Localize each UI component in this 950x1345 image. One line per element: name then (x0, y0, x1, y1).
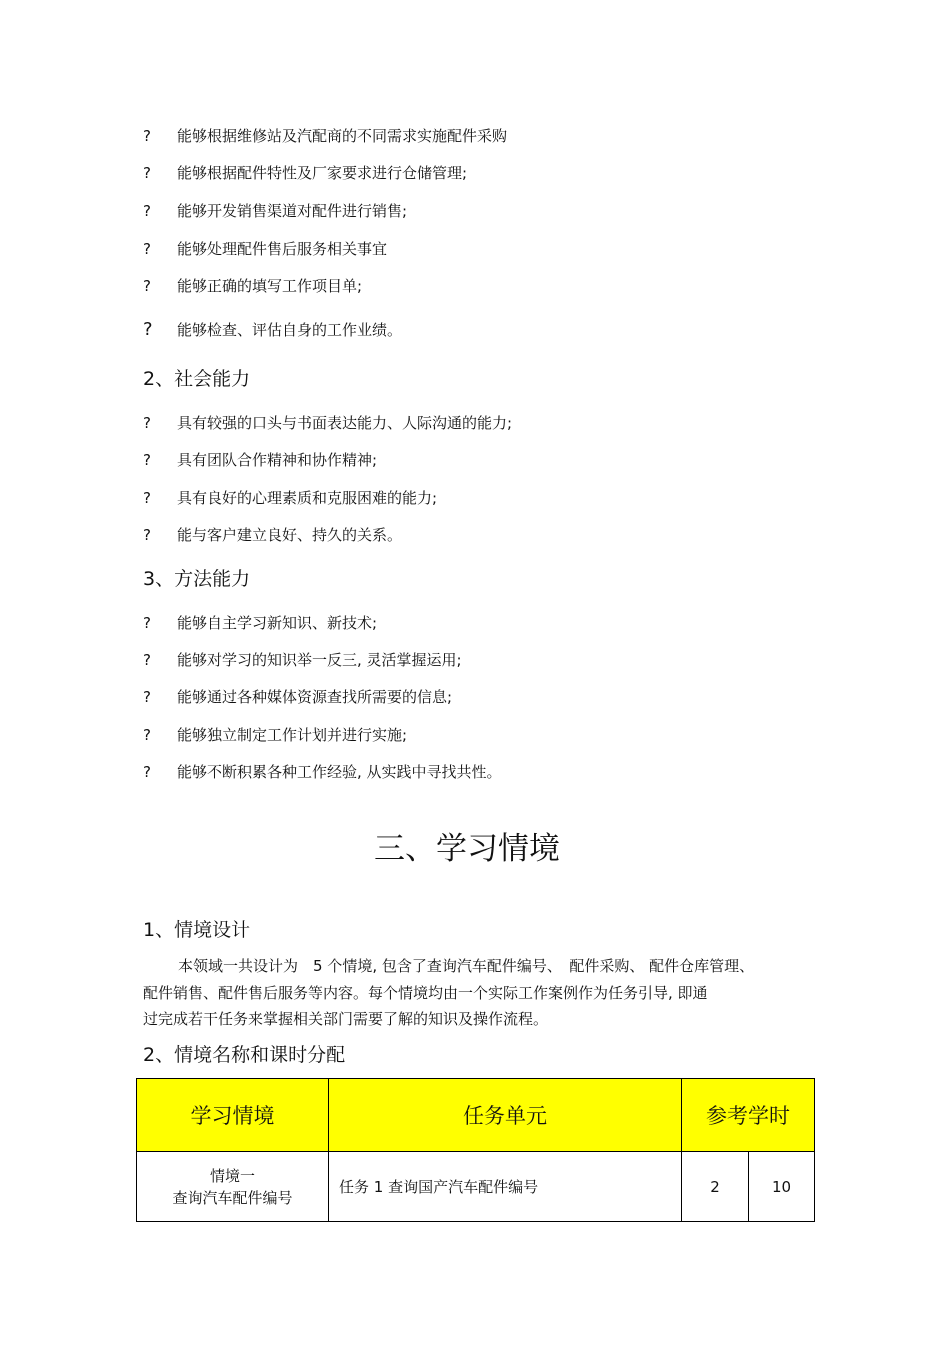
section-title: 三、学习情境 (374, 831, 560, 867)
bullet-mark: ? (143, 763, 151, 781)
bullet-mark: ? (143, 451, 151, 469)
list-item (143, 688, 452, 706)
bullet-mark: ? (143, 726, 151, 744)
list-item-text: 能够自主学习新知识、新技术; (177, 614, 378, 632)
list-item (143, 240, 387, 258)
list-item (143, 651, 462, 669)
list-item (143, 277, 362, 295)
header-situation: 学习情境 (137, 1079, 329, 1152)
bullet-mark: ? (143, 489, 151, 507)
bullet-mark: ? (143, 127, 151, 145)
paragraph-line: 配件销售、配件售后服务等内容。每个情境均由一个实际工作案例作为任务引导, 即通 (143, 984, 708, 1002)
list-item-text: 能够检查、评估自身的工作业绩。 (177, 321, 403, 339)
bullet-mark: ? (143, 240, 151, 258)
bullet-mark: ? (143, 319, 153, 340)
list-item (143, 202, 407, 220)
total-hours-cell: 10 (749, 1152, 815, 1222)
situation-cell (137, 1152, 329, 1222)
list-item-text: 能够不断积累各种工作经验, 从实践中寻找共性。 (177, 763, 502, 781)
social-heading: 2、社会能力 (143, 368, 251, 390)
list-item-text: 能够通过各种媒体资源查找所需要的信息; (177, 688, 453, 706)
list-item (143, 726, 407, 744)
table-row (137, 1152, 815, 1222)
list-item-text: 能够正确的填写工作项目单; (177, 277, 363, 295)
list-item (143, 614, 377, 632)
bullet-mark: ? (143, 526, 151, 544)
list-item-text: 能够根据维修站及汽配商的不同需求实施配件采购 (177, 127, 508, 145)
paragraph-line: 本领域一共设计为 5 个情境, 包含了查询汽车配件编号、 配件采购、 配件仓库管理、 (178, 957, 755, 975)
list-item (143, 321, 402, 339)
list-item (143, 451, 377, 469)
list-item-text: 能够对学习的知识举一反三, 灵活掌握运用; (177, 651, 462, 669)
situation-label: 情境一 (209, 1166, 255, 1185)
bullet-mark: ? (143, 277, 151, 295)
list-item (143, 526, 402, 544)
bullet-mark: ? (143, 614, 151, 632)
design-heading: 1、情境设计 (143, 919, 251, 941)
header-task: 任务单元 (329, 1079, 682, 1152)
list-item (143, 489, 437, 507)
allocation-table (136, 1078, 815, 1222)
bullet-mark: ? (143, 164, 151, 182)
allocation-heading: 2、情境名称和课时分配 (143, 1044, 346, 1066)
header-hours: 参考学时 (682, 1079, 815, 1152)
situation-name: 查询汽车配件编号 (172, 1188, 293, 1207)
list-item-text: 具有团队合作精神和协作精神; (177, 451, 378, 469)
list-item-text: 能与客户建立良好、持久的关系。 (177, 526, 403, 544)
bullet-mark: ? (143, 414, 151, 432)
bullet-mark: ? (143, 651, 151, 669)
list-item-text: 能够独立制定工作计划并进行实施; (177, 726, 408, 744)
list-item-text: 能够处理配件售后服务相关事宜 (177, 240, 388, 258)
list-item-text: 能够根据配件特性及厂家要求进行仓储管理; (177, 164, 468, 182)
list-item (143, 414, 512, 432)
list-item (143, 127, 507, 145)
list-item-text: 能够开发销售渠道对配件进行销售; (177, 202, 408, 220)
table-header-row (137, 1079, 815, 1152)
list-item-text: 具有良好的心理素质和克服困难的能力; (177, 489, 438, 507)
method-heading: 3、方法能力 (143, 568, 251, 590)
list-item (143, 164, 467, 182)
task-cell: 任务 1 查询国产汽车配件编号 (329, 1152, 682, 1222)
list-item (143, 763, 502, 781)
hours-cell: 2 (682, 1152, 749, 1222)
bullet-mark: ? (143, 688, 151, 706)
bullet-mark: ? (143, 202, 151, 220)
paragraph-line: 过完成若干任务来掌握相关部门需要了解的知识及操作流程。 (143, 1010, 549, 1028)
list-item-text: 具有较强的口头与书面表达能力、人际沟通的能力; (177, 414, 513, 432)
